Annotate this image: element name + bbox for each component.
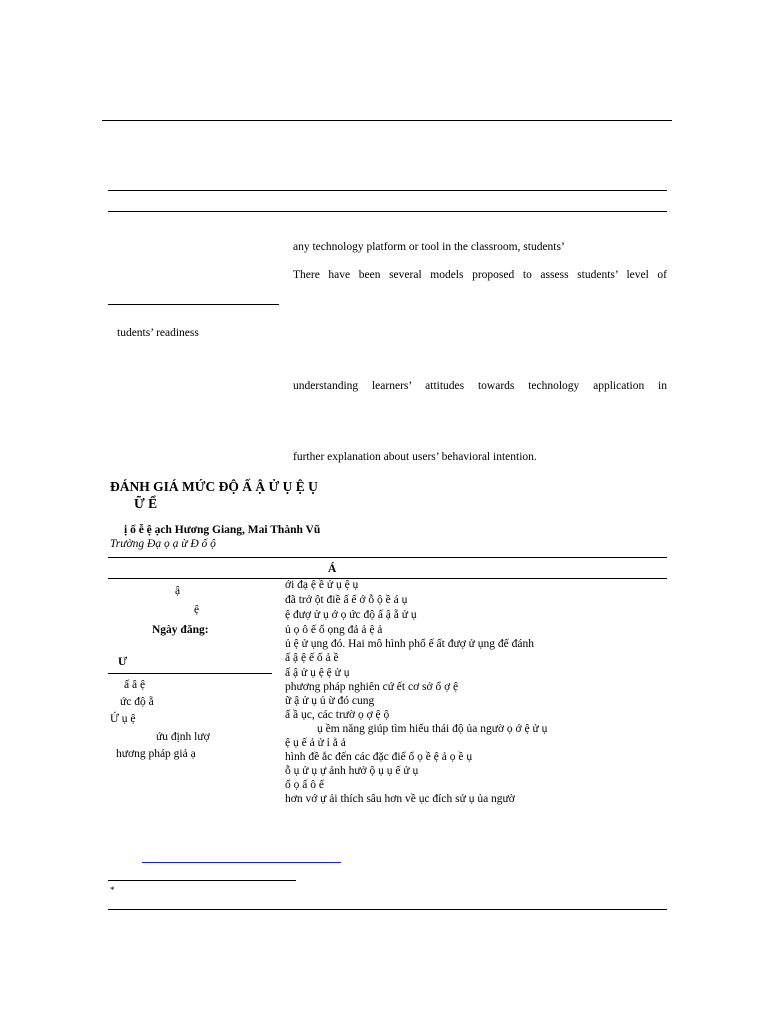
email-link[interactable] xyxy=(142,862,341,863)
keyword: hương pháp giả ạ xyxy=(116,748,196,760)
vn-abstract-line: ấ ậ ử ụ ệ ệ ử ụ xyxy=(285,667,350,679)
vn-abstract-line: phương pháp nghiên cứ ết cơ sở ổ ợ ệ xyxy=(285,681,459,693)
vn-abstract-line: ấ ậ ệ ế ố ả ề xyxy=(285,652,339,664)
vn-abstract-line: hơn vớ ự ải thích sâu hơn về ục đích sử ụ ủa ngườ xyxy=(285,793,515,805)
vn-abstract-line: hình đề ắc đến các đặc điể ổ ọ ề ệ ả ọ ề ụ xyxy=(285,751,473,763)
vn-title-line: ĐÁNH GIÁ MỨC ĐỘ Ấ Ậ Ử Ụ Ệ Ụ xyxy=(110,479,318,494)
keywords-rule xyxy=(108,673,272,674)
article-info-line: ệ xyxy=(194,604,200,616)
vn-abstract-line: ủ ọ ô ế ổ ọng đả ả ệ ả xyxy=(285,624,383,636)
footnote-rule xyxy=(108,880,296,881)
bottom-rule xyxy=(108,909,667,910)
footnote-marker: * xyxy=(110,885,115,895)
english-abstract-line: any technology platform or tool in the classroom, students’ xyxy=(293,241,565,253)
affiliation: Trường Đạ ọ ạ ừ Đ ố ộ xyxy=(110,538,216,550)
english-box-top-rule xyxy=(108,190,667,191)
english-abstract-line: There have been several models proposed to assess students’ level of xyxy=(293,269,667,281)
abstract-heading: Á xyxy=(328,563,337,575)
vn-abstract-line: ổ ọ ấ ô ế xyxy=(285,779,324,791)
keyword: ứu định lượ xyxy=(156,731,210,743)
vn-abstract-line: ới đạ ệ ề ử ụ ệ ụ xyxy=(285,579,359,591)
keyword: ức độ ẵ xyxy=(120,696,154,708)
english-abstract-line: understanding learners’ attitudes towards technology application in xyxy=(293,380,667,392)
article-info-line: ậ xyxy=(175,585,181,597)
vn-abstract-line: ụ ềm năng giúp tìm hiểu thái độ ủa ngườ ọ ớ ệ ử ụ xyxy=(317,723,548,735)
vn-title-line: Ữ Ể xyxy=(134,496,158,511)
vn-box-top-rule xyxy=(108,557,667,558)
english-left-column-rule xyxy=(108,304,279,305)
keywords-label: Ư xyxy=(118,656,128,668)
vn-abstract-line: ấ ầ ục, các trườ ọ ợ ệ ộ xyxy=(285,709,390,721)
vn-box-header-rule xyxy=(108,578,667,579)
received-label: Ngày đăng: xyxy=(152,624,209,636)
vn-abstract-line: ệ ụ ế ả ử ỉ ằ ả xyxy=(285,737,346,749)
vn-abstract-line: đã trở ột điề ấ ế ớ ỗ ộ ề á ụ xyxy=(285,594,408,606)
keyword: Ứ ụ ệ xyxy=(110,713,136,725)
english-box-header-rule xyxy=(108,211,667,212)
vn-abstract-line: ệ đượ ử ụ ớ ọ ức độ ấ ậ ẵ ử ụ xyxy=(285,609,417,621)
vn-abstract-line: ủ ệ ử ụng đó. Hai mô hình phổ ế ất đượ ử ụng để đánh xyxy=(285,638,534,650)
vn-abstract-line: ỗ ụ ử ụ ự ảnh hưở ộ ụ ụ ế ử ụ xyxy=(285,765,419,777)
vn-abstract-line: ữ ậ ử ụ ủ ừ đó cung xyxy=(285,695,375,707)
header-rule xyxy=(102,120,672,121)
authors: ị ổ ễ ệ ạch Hương Giang, Mai Thành Vũ xyxy=(124,524,321,536)
keyword: ấ â ệ xyxy=(124,679,146,691)
english-keywords-fragment: tudents’ readiness xyxy=(117,327,199,339)
english-abstract-line: further explanation about users’ behavioral intention. xyxy=(293,451,537,463)
